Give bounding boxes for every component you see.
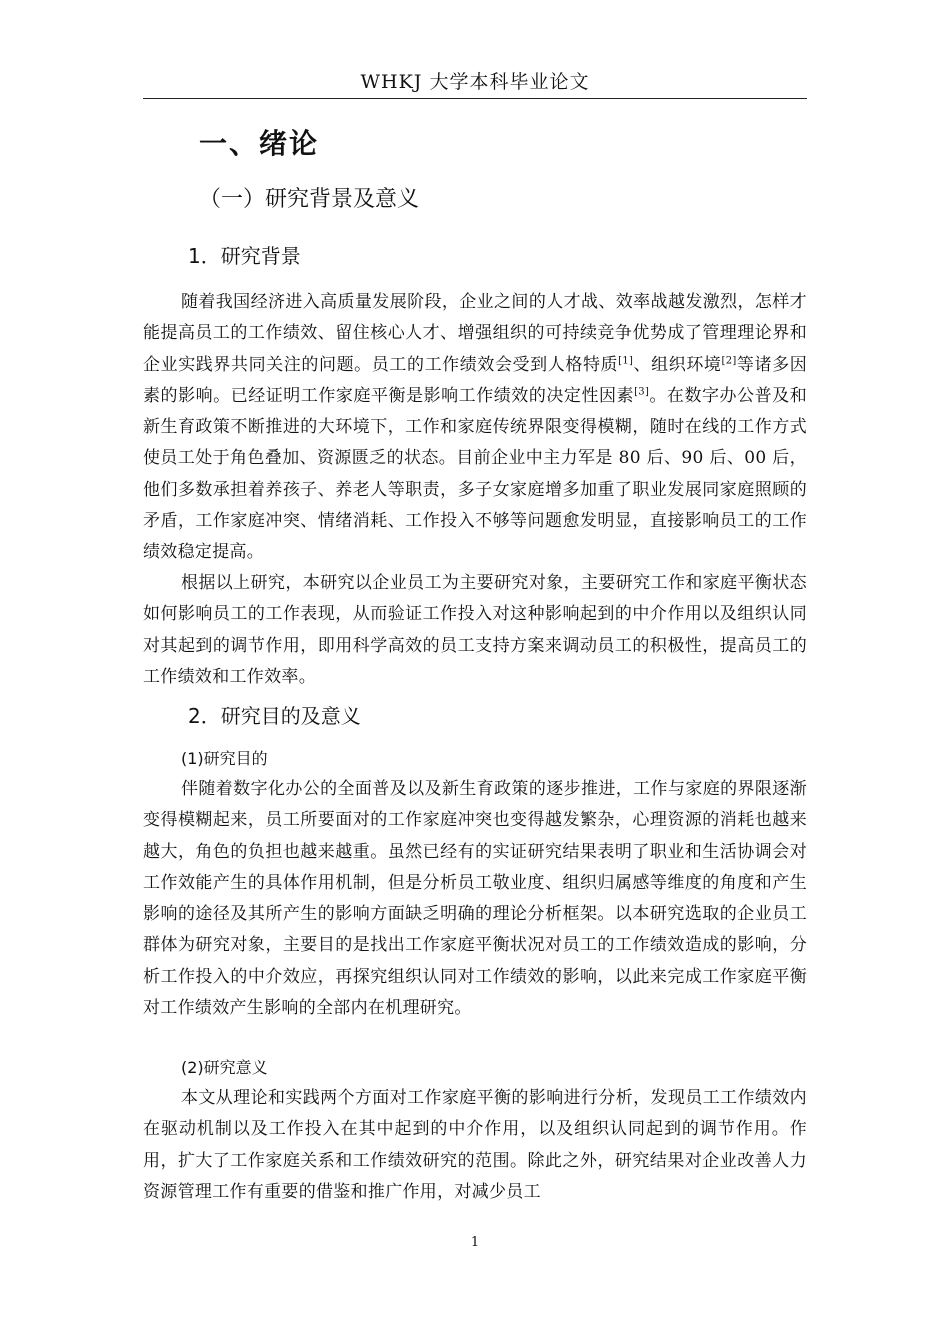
purpose-title: (1)研究目的 <box>181 749 268 768</box>
paragraph-text: 等诸多因素的影响。已经证明工作家庭平衡是影响工作绩效的决定性因素 <box>143 354 808 406</box>
page-number: 1 <box>470 1235 480 1250</box>
paragraph-significance: 本文从理论和实践两个方面对工作家庭平衡的影响进行分析，发现员工工作绩效内在驱动机制以及工作投入在其中起到的中介作用，以及组织认同起到的调节作用。作用，扩大了工作家庭关系和工作绩效研究的范围。除此之外，研究结果对企业改善人力资源管理工作有重要的借鉴和推广作用，对减少员工 <box>143 1088 807 1202</box>
running-header: WHKJ 大学本科毕业论文 <box>360 71 590 93</box>
paragraph-background <box>143 287 807 569</box>
citation-ref-1: [1] <box>618 354 634 366</box>
subsection-title-background: 1．研究背景 <box>188 244 301 268</box>
section-title: （一）研究背景及意义 <box>199 187 420 212</box>
paragraph-text: 随着我国经济进入高质量发展阶段，企业之间的人才战、效率战越发激烈，怎样才能提高员工的工作绩效、留住核心人才、增强组织的可持续竞争优势成了管理理论界和企业实践界共同关注的问题。员工的工作绩效会受到人格特质 <box>143 292 807 375</box>
citation-ref-3: [3] <box>634 386 650 398</box>
subsection-title-purpose: 2．研究目的及意义 <box>188 704 361 728</box>
paragraph-text: 、组织环境 <box>633 354 722 375</box>
paragraph-text: 。在数字办公普及和新生育政策不断推进的大环境下，工作和家庭传统界限变得模糊，随时在线的工作方式使员工处于角色叠加、资源匮乏的状态。目前企业中主力军是 80 后、90 后、00 后，他们多数承担着养孩子、养老人等职责，多子女家庭增多加重了职业发展同家庭照顾的矛盾，工作家庭冲突、情绪消耗、工作投入不够等问题愈发明显，直接影响员工的工作绩效稳定提高。 <box>143 385 807 563</box>
chapter-title: 一、绪论 <box>199 127 320 160</box>
citation-ref-2: [2] <box>721 354 737 366</box>
significance-title: (2)研究意义 <box>181 1058 268 1077</box>
header-divider <box>143 98 807 99</box>
paragraph-purpose: 伴随着数字化办公的全面普及以及新生育政策的逐步推进，工作与家庭的界限逐渐变得模糊起来，员工所要面对的工作家庭冲突也变得越发繁杂，心理资源的消耗也越来越大，角色的负担也越来越重。虽然已经有的实证研究结果表明了职业和生活协调会对工作效能产生的具体作用机制，但是分析员工敬业度、组织归属感等维度的角度和产生影响的途径及其所产生的影响方面缺乏明确的理论分析框架。以本研究选取的企业员工群体为研究对象，主要目的是找出工作家庭平衡状况对员工的工作绩效造成的影响，分析工作投入的中介效应，再探究组织认同对工作绩效的影响，以此来完成工作家庭平衡对工作绩效产生影响的全部内在机理研究。 <box>143 779 807 1019</box>
paragraph-research-focus: 根据以上研究，本研究以企业员工为主要研究对象，主要研究工作和家庭平衡状态如何影响员工的工作表现，从而验证工作投入对这种影响起到的中介作用以及组织认同对其起到的调节作用，即用科学高效的员工支持方案来调动员工的积极性，提高员工的工作绩效和工作效率。 <box>143 573 807 687</box>
